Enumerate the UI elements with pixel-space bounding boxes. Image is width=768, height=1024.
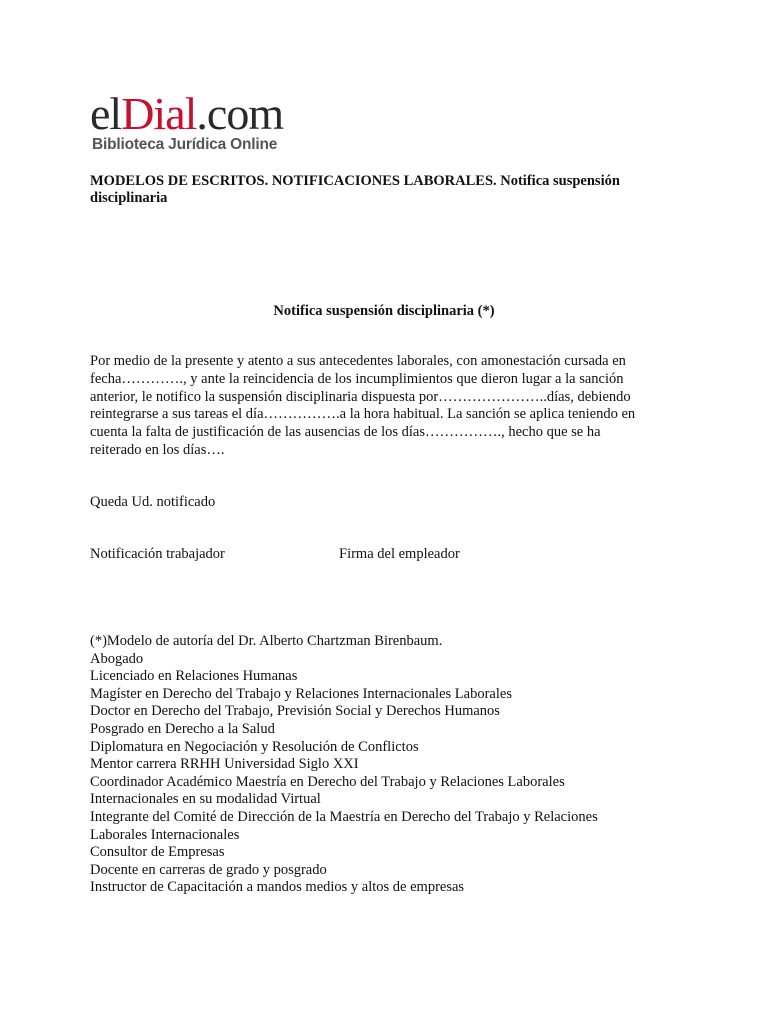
- credit-line: Magíster en Derecho del Trabajo y Relaciones Internacionales Laborales: [90, 685, 512, 702]
- logo-tagline: Biblioteca Jurídica Online: [92, 136, 278, 153]
- credit-line: Abogado: [90, 650, 144, 667]
- credit-line: Mentor carrera RRHH Universidad Siglo XXI: [90, 756, 359, 773]
- document-title: MODELOS DE ESCRITOS. NOTIFICACIONES LABORALES. Notifica suspensión disciplinaria: [90, 173, 620, 206]
- body-paragraph: [90, 353, 665, 460]
- logo-wordmark-com: .com: [196, 88, 284, 139]
- credit-line: Consultor de Empresas: [90, 844, 225, 861]
- notified-statement: Queda Ud. notificado: [90, 494, 216, 510]
- credit-line: (*)Modelo de autoría del Dr. Alberto Chartzman Birenbaum.: [90, 633, 443, 649]
- credit-line: Docente en carreras de grado y posgrado: [90, 861, 327, 878]
- credit-line: Coordinador Académico Maestría en Derecho del Trabajo y Relaciones Laborales: [90, 773, 565, 790]
- logo-wordmark: [90, 88, 284, 139]
- eldial-logo: [90, 88, 284, 156]
- paragraph-line: reintegrarse a sus tareas el día…………….a la hora habitual. La sanción se aplica teniendo en: [90, 406, 636, 423]
- logo-wordmark-dial: Dial: [121, 88, 197, 139]
- author-credits: [90, 633, 690, 897]
- paragraph-line: fecha…………., y ante la reincidencia de los incumplimientos que dieron lugar a la sanción: [90, 370, 624, 387]
- credit-line: Doctor en Derecho del Trabajo, Previsión Social y Derechos Humanos: [90, 703, 500, 720]
- signature-employer-label: Firma del empleador: [339, 546, 460, 562]
- credit-line: Internacionales en su modalidad Virtual: [90, 791, 321, 808]
- credit-line: Laborales Internacionales: [90, 826, 240, 843]
- paragraph-line: Por medio de la presente y atento a sus antecedentes laborales, con amonestación cursada en: [90, 353, 626, 369]
- signature-worker-label: Notificación trabajador: [90, 546, 225, 562]
- logo-wordmark-el: el: [90, 88, 122, 139]
- paragraph-line: reiterado en los días….: [90, 441, 225, 458]
- credit-line: Diplomatura en Negociación y Resolución de Conflictos: [90, 738, 419, 755]
- section-title: Notifica suspensión disciplinaria (*): [273, 303, 495, 319]
- credit-line: Integrante del Comité de Dirección de la Maestría en Derecho del Trabajo y Relaciones: [90, 808, 598, 825]
- paragraph-line: anterior, le notifico la suspensión disciplinaria dispuesta por…………………..días, debiendo: [90, 388, 631, 405]
- credit-line: Licenciado en Relaciones Humanas: [90, 668, 298, 685]
- credit-line: Instructor de Capacitación a mandos medios y altos de empresas: [90, 879, 465, 896]
- credit-line: Posgrado en Derecho a la Salud: [90, 720, 275, 737]
- paragraph-line: cuenta la falta de justificación de las ausencias de los días……………., hecho que se ha: [90, 424, 601, 441]
